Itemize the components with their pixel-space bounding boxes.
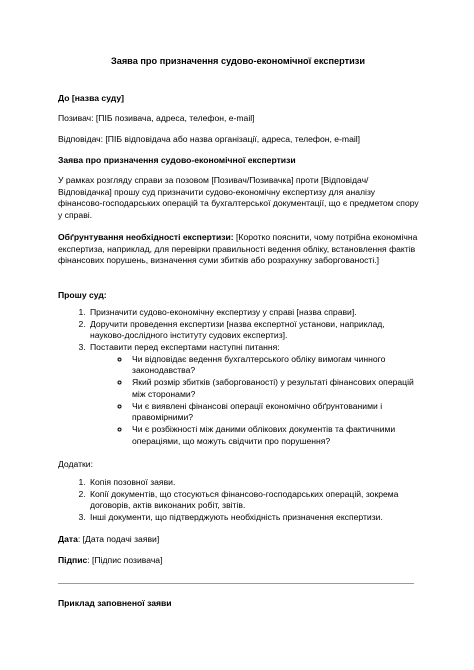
attachment-item: 3. Інші документи, що підтверджують необхідність призначення експертизи. <box>88 512 420 524</box>
defendant-line: Відповідач: [ПІБ відповідача або назва організації, адреса, телефон, e-mail] <box>58 134 361 144</box>
attachments-list-block <box>58 477 420 524</box>
signature-line <box>58 555 420 567</box>
question-item: ◦ Який розмір збитків (заборгованості) у результаті фінансових операцій між сторонами? <box>130 377 420 400</box>
attachments-heading: Додатки: <box>58 459 93 469</box>
question-item: ◦ Чи є виявлені фінансові операції економічно обґрунтованими і правомірними? <box>130 401 420 424</box>
date-line <box>58 534 420 546</box>
attachments-list <box>58 477 420 524</box>
document-title: Заява про призначення судово-економічної експертизи <box>110 56 366 66</box>
question-item: ◦ Чи є розбіжності між даними облікових документів та фактичними операціями, що можуть свідчити про порушення? <box>130 424 420 447</box>
request-item: 1. Призначити судово-економічну експертизу у справі [назва справи]. <box>88 307 420 319</box>
plaintiff-line: Позивач: [ПІБ позивача, адреса, телефон, e-mail] <box>58 113 255 123</box>
signature-label: Підпис <box>58 555 88 565</box>
justification-label: Обґрунтування необхідності експертизи: <box>58 232 234 242</box>
attachment-item: 2. Копії документів, що стосуються фінансово-господарських операцій, зокрема договорів, актів виконаних робіт, звітів. <box>88 489 420 512</box>
justification-paragraph <box>58 232 420 267</box>
request-heading: Прошу суд: <box>58 290 107 300</box>
question-list <box>90 354 420 448</box>
example-heading: Приклад заповненої заяви <box>58 598 172 608</box>
section-heading: Заява про призначення судово-економічної експертизи <box>58 155 296 165</box>
request-item: 3. Поставити перед експертами наступні питання: ◦ Чи відповідає ведення бухгалтерського обліку вимогам чинного законодавства? ◦ Який розмір збитків (заборгованості) у результаті фінансових операцій між сторонами? ◦ Чи є виявлені фінансові операції економічно обґрунтованими і правомірними? ◦ Чи є розбіжності між даними облікових документів та фактичними операціями, що можуть свідчити про порушення? <box>88 342 420 447</box>
request-list-block <box>58 307 420 447</box>
horizontal-divider <box>58 583 414 584</box>
attachment-item: 1. Копія позовної заяви. <box>88 477 420 489</box>
justification-text: [Коротко пояснити, чому потрібна економічна експертиза, наприклад, для перевірки правильності ведення обліку, встановлення фактів фінансових порушень, визначення суми збитків або розрахунку заборгованості.] <box>58 232 418 266</box>
request-list <box>58 307 420 447</box>
court-line: До [назва суду] <box>58 93 124 103</box>
question-item: ◦ Чи відповідає ведення бухгалтерського обліку вимогам чинного законодавства? <box>130 354 420 377</box>
date-value: : [Дата подачі заяви] <box>77 534 160 544</box>
request-item: 2. Доручити проведення експертизи [назва експертної установи, наприклад, науково-дослідного інституту судових експертиз]. <box>88 319 420 342</box>
intro-paragraph: У рамках розгляду справи за позовом [Позивач/Позивачка] проти [Відповідач/Відповідачка] прошу суд призначити судово-економічну експертизу для аналізу фінансово-господарських операцій та бухгалтерської документації, що є предметом спору у справі. <box>58 175 419 221</box>
signature-value: : [Підпис позивача] <box>87 555 163 565</box>
date-label: Дата <box>58 534 78 544</box>
